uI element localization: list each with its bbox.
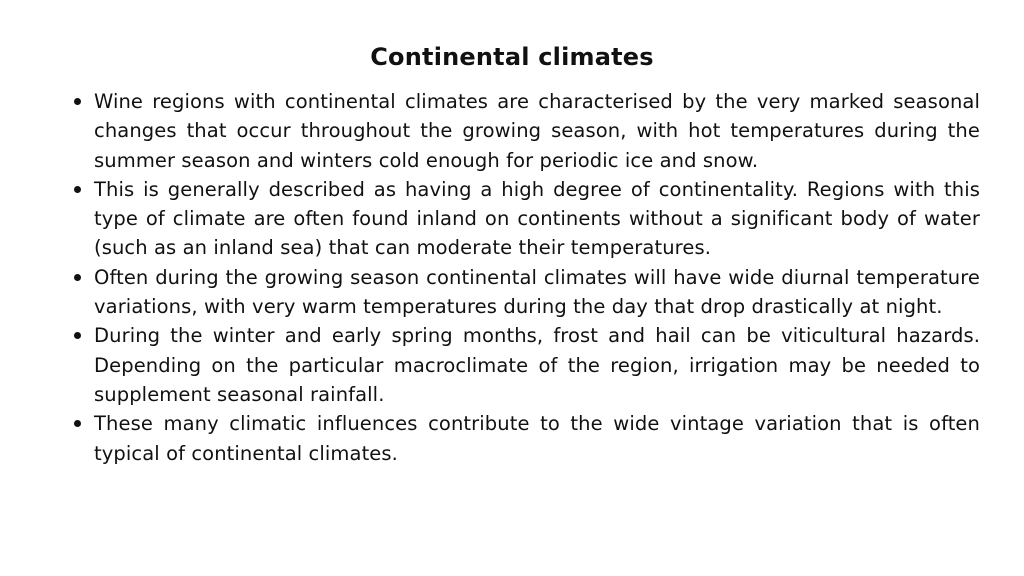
bullet-text: Often during the growing season continental climates will have wide diurnal temperature variations, with very warm temperatures during the day that drop drastically at night. bbox=[94, 265, 980, 319]
bullet-list bbox=[72, 87, 980, 468]
bullet-text: Wine regions with continental climates are characterised by the very marked seasonal changes that occur throughout the growing season, with hot temperatures during the summer season and winters cold enough for periodic ice and snow. bbox=[94, 90, 980, 172]
bullet-dot-icon bbox=[74, 186, 81, 193]
bullet-text: During the winter and early spring months, frost and hail can be viticultural hazards. Depending on the particular macroclimate of the region, irrigation may be needed to supplement seasonal rainfall. bbox=[94, 324, 980, 406]
bullet-text: This is generally described as having a high degree of continentality. Regions with this type of climate are often found inland on continents without a significant body of water (such as an inland sea) that can moderate their temperatures. bbox=[94, 177, 980, 260]
bullet-dot-icon bbox=[74, 274, 81, 281]
bullet-item-2 bbox=[72, 175, 980, 263]
bullet-dot-icon bbox=[74, 332, 81, 339]
bullet-item-5 bbox=[72, 409, 980, 468]
bullet-item-3 bbox=[72, 263, 980, 322]
bullet-item-4 bbox=[72, 321, 980, 409]
bullet-dot-icon bbox=[74, 98, 81, 105]
bullet-dot-icon bbox=[74, 420, 81, 427]
slide-title: Continental climates bbox=[370, 43, 654, 71]
bullet-text: These many climatic influences contribute to the wide vintage variation that is often typical of continental climates. bbox=[94, 412, 980, 465]
bullet-item-1 bbox=[72, 87, 980, 175]
